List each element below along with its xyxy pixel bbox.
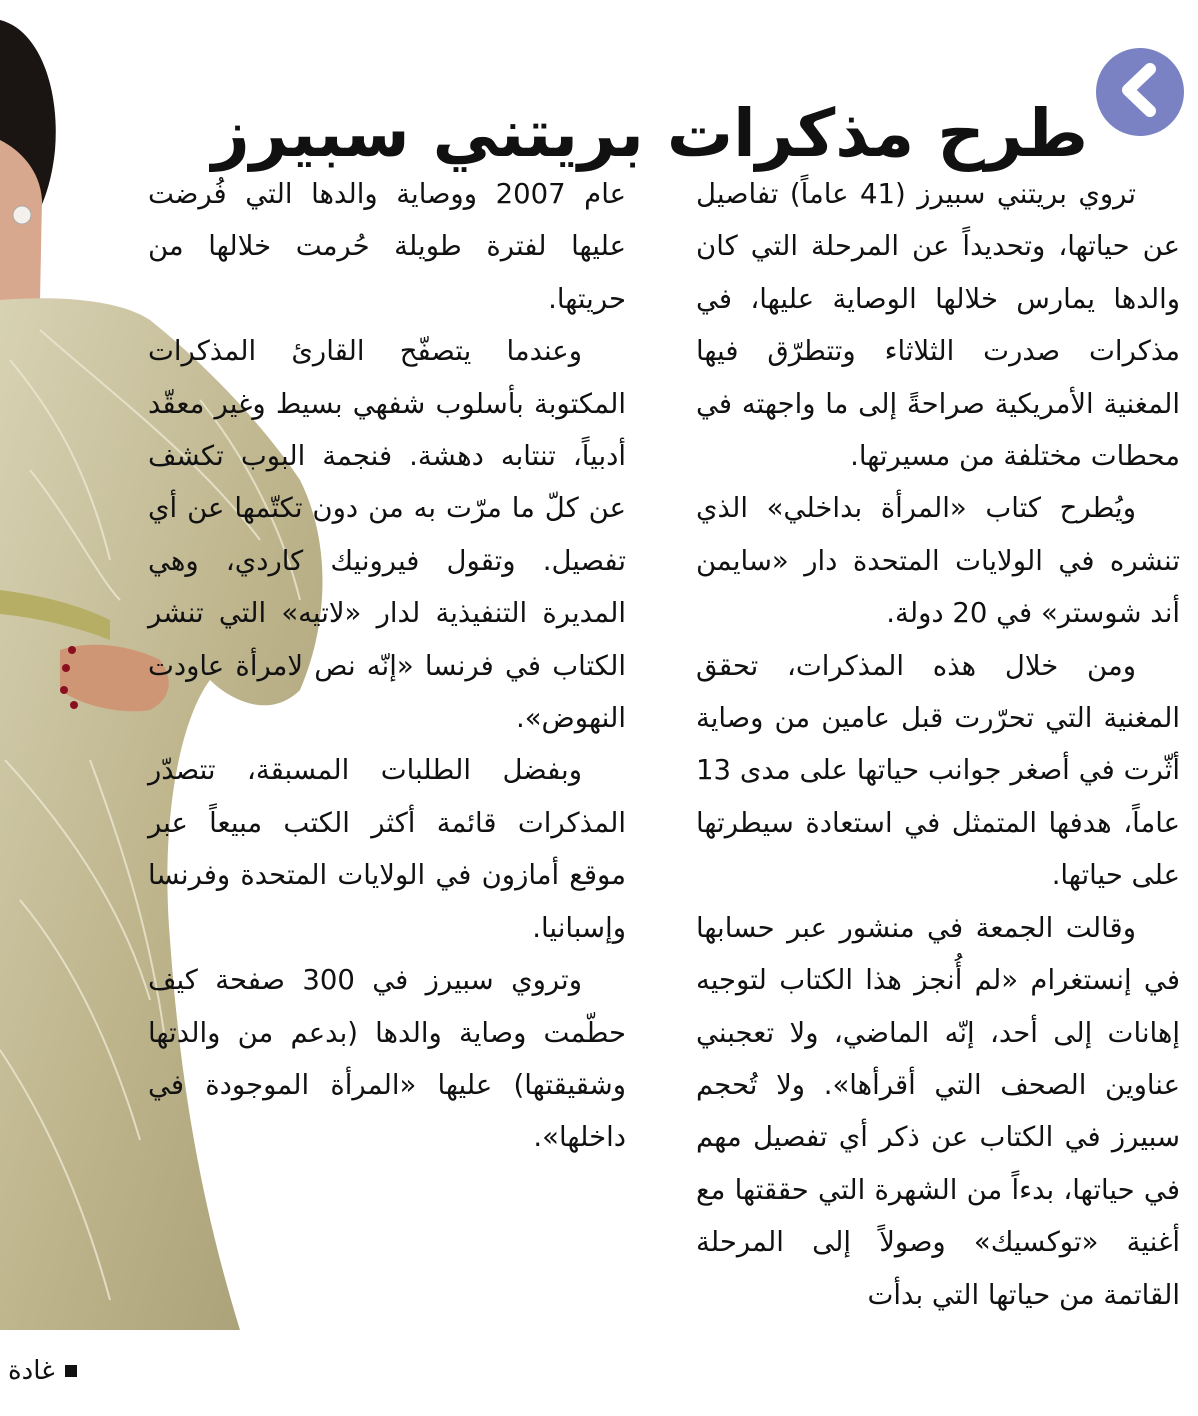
paragraph: وقالت الجمعة في منشور عبر حسابها في إنستغرام «لم أُنجز هذا الكتاب لتوجيه إهانات إلى أحد، إنّه الماضي، ولا تعجبني عناوين الصحف التي أقرأها». ولا تُحجم سبيرز في الكتاب عن ذكر أي تفصيل مهم في حياتها، بدءاً من الشهرة التي حققتها مع أغنية «توكسيك» وصولاً إلى المرحلة القاتمة من حياتها التي بدأت: [696, 911, 1180, 1311]
paragraph: وعندما يتصفّح القارئ المذكرات المكتوبة بأسلوب شفهي بسيط وغير معقّد أدبياً، تنتابه دهشة. فنجمة البوب تكشف عن كلّ ما مرّت به من دون تكتّمها عن أي تفصيل. وتقول فيرونيك كاردي، وهي المديرة التنفيذية لدار «لاتيه» التي تنشر الكتاب في فرنسا «إنّه نص لامرأة عاودت النهوض».: [148, 335, 626, 735]
chevron-left-icon: [1116, 63, 1164, 121]
square-bullet-icon: [65, 1365, 77, 1377]
paragraph: وبفضل الطلبات المسبقة، تتصدّر المذكرات قائمة أكثر الكتب مبيعاً عبر موقع أمازون في الولايات المتحدة وفرنسا وإسبانيا.: [148, 754, 626, 944]
article-column-middle: [148, 168, 626, 1164]
author-byline: [8, 1356, 77, 1386]
author-name: غادة: [8, 1356, 55, 1386]
paragraph: عام 2007 ووصاية والدها التي فُرضت عليها لفترة طويلة حُرمت خلالها من حريتها.: [148, 178, 626, 315]
article-column-right: [696, 168, 1180, 1321]
article-headline: طرح مذكرات بريتني سبيرز: [211, 95, 1088, 173]
paragraph: تروي بريتني سبيرز (41 عاماً) تفاصيل عن حياتها، وتحديداً عن المرحلة التي كان والدها يمارس خلالها الوصاية عليها، في مذكرات صدرت الثلاثاء وتتطرّق فيها المغنية الأمريكية صراحةً إلى ما واجهته في محطات مختلفة من مسيرتها.: [696, 178, 1180, 473]
section-nav-badge[interactable]: [1096, 48, 1184, 136]
paragraph: ومن خلال هذه المذكرات، تحقق المغنية التي تحرّرت قبل عامين من وصاية أثّرت في أصغر جوانب حياتها على مدى 13 عاماً، هدفها المتمثل في استعادة سيطرتها على حياتها.: [696, 649, 1180, 892]
paragraph: وتروي سبيرز في 300 صفحة كيف حطّمت وصاية والدها (بدعم من والدتها وشقيقتها) عليها «المرأة الموجودة في داخلها».: [148, 964, 626, 1154]
paragraph: ويُطرح كتاب «المرأة بداخلي» الذي تنشره في الولايات المتحدة دار «سايمن أند شوستر» في 20 دولة.: [696, 492, 1180, 630]
